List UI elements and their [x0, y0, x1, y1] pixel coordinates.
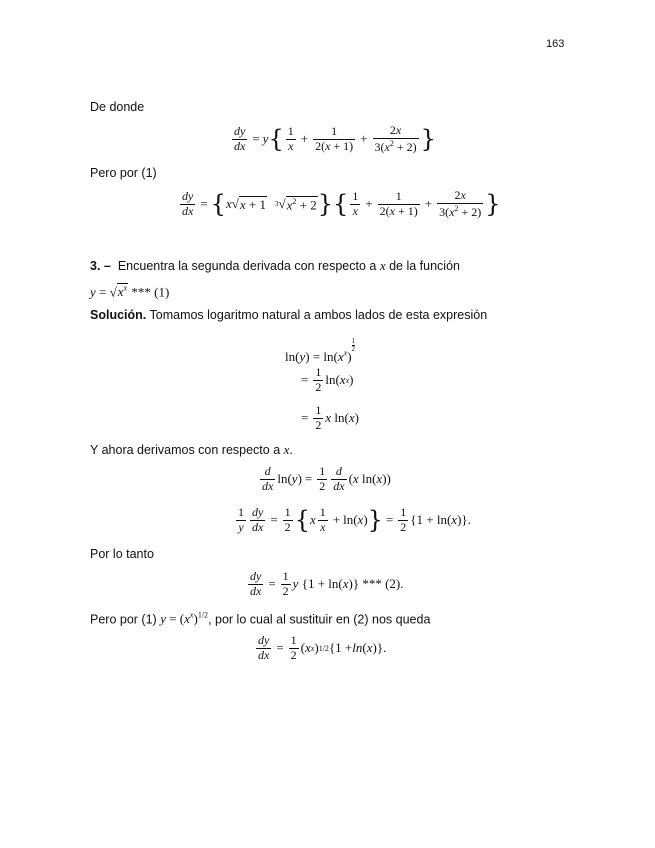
derivamos-period: . — [289, 443, 293, 457]
derivamos-text: Y ahora derivamos con respecto a — [90, 443, 281, 457]
solution-paragraph — [90, 308, 487, 322]
equation-dy-dx-1: $\frac{dy}{dx}$ = y { $\frac{1}{x}$ + $\frac{1}{2(x + 1)}$ + $\frac{2x}{3(x^2 + 2)}$ } — [234, 123, 436, 154]
equation-log-derivative: $\frac{1}{y}$ $\frac{dy}{dx}$ = $\frac{1}{2}$ { x $\frac{1}{x}$ + ln( x ) } = $\frac{1}{2}$ {1 + ln( x )}. — [238, 505, 471, 535]
equation-ln-y: $\ln(y) = \ln(x^x)$ $\frac{1}{2}$ — [285, 337, 356, 364]
sustituir-text-b: , por lo cual al sustituir en (2) nos queda — [208, 612, 431, 627]
paragraph-derivamos — [90, 442, 293, 458]
paragraph-de-donde: De donde — [90, 100, 145, 114]
exercise-number: 3. — [90, 259, 101, 273]
exercise-dash: – — [103, 259, 111, 273]
sustituir-equation: $y = (x^x)^{1/2}$ — [160, 611, 209, 627]
page-number: 163 — [546, 38, 565, 50]
equation-half-ln: = $\frac{1}{2}$ ln( x x ) — [301, 365, 354, 394]
equation-result-2: $\frac{dy}{dx}$ = $\frac{1}{2}$ y {1 + ln( x )} *** (2). — [250, 569, 404, 598]
equation-y-def: $y = √x^x$ *** (1) — [90, 284, 170, 300]
paragraph-pero-por-1: Pero por (1) — [90, 166, 157, 180]
equation-derivative-ln: $\frac{d}{dx}$ ln( y ) = $\frac{1}{2}$ $\frac{d}{dx}$ ( x ln( x )) — [262, 464, 391, 493]
paragraph-por-lo-tanto: Por lo tanto — [90, 547, 154, 561]
equation-label-1: *** (1) — [131, 284, 170, 300]
exercise-var: x — [379, 258, 386, 273]
sustituir-text-a: Pero por (1) — [90, 612, 157, 627]
exercise-statement — [90, 258, 460, 274]
paragraph-sustituir — [90, 611, 430, 627]
exercise-text-b: de la función — [389, 259, 460, 273]
equation-label-2: *** (2). — [362, 576, 404, 592]
solution-label: Solución. — [90, 308, 147, 322]
solution-text: Tomamos logaritmo natural a ambos lados de esta expresión — [149, 308, 488, 322]
equation-final: $\frac{dy}{dx}$ = $\frac{1}{2}$ ( x x ) 1/2 {1 + ln ( x )}. — [258, 633, 387, 662]
equation-dy-dx-2: $\frac{dy}{dx}$ = { x √ x + 1 3 √ $x^2 + 2$ } { $\frac{1}{x}$ + $\frac{1}{2(x + 1)}$ + $\frac{2x}{3(x^2 + 2)}$ } — [182, 188, 501, 219]
equation-half-x-ln: = $\frac{1}{2}$ x ln( x ) — [301, 403, 359, 432]
derivamos-var: x — [283, 442, 290, 457]
exercise-text-a: Encuentra la segunda derivada con respecto a — [117, 259, 377, 273]
